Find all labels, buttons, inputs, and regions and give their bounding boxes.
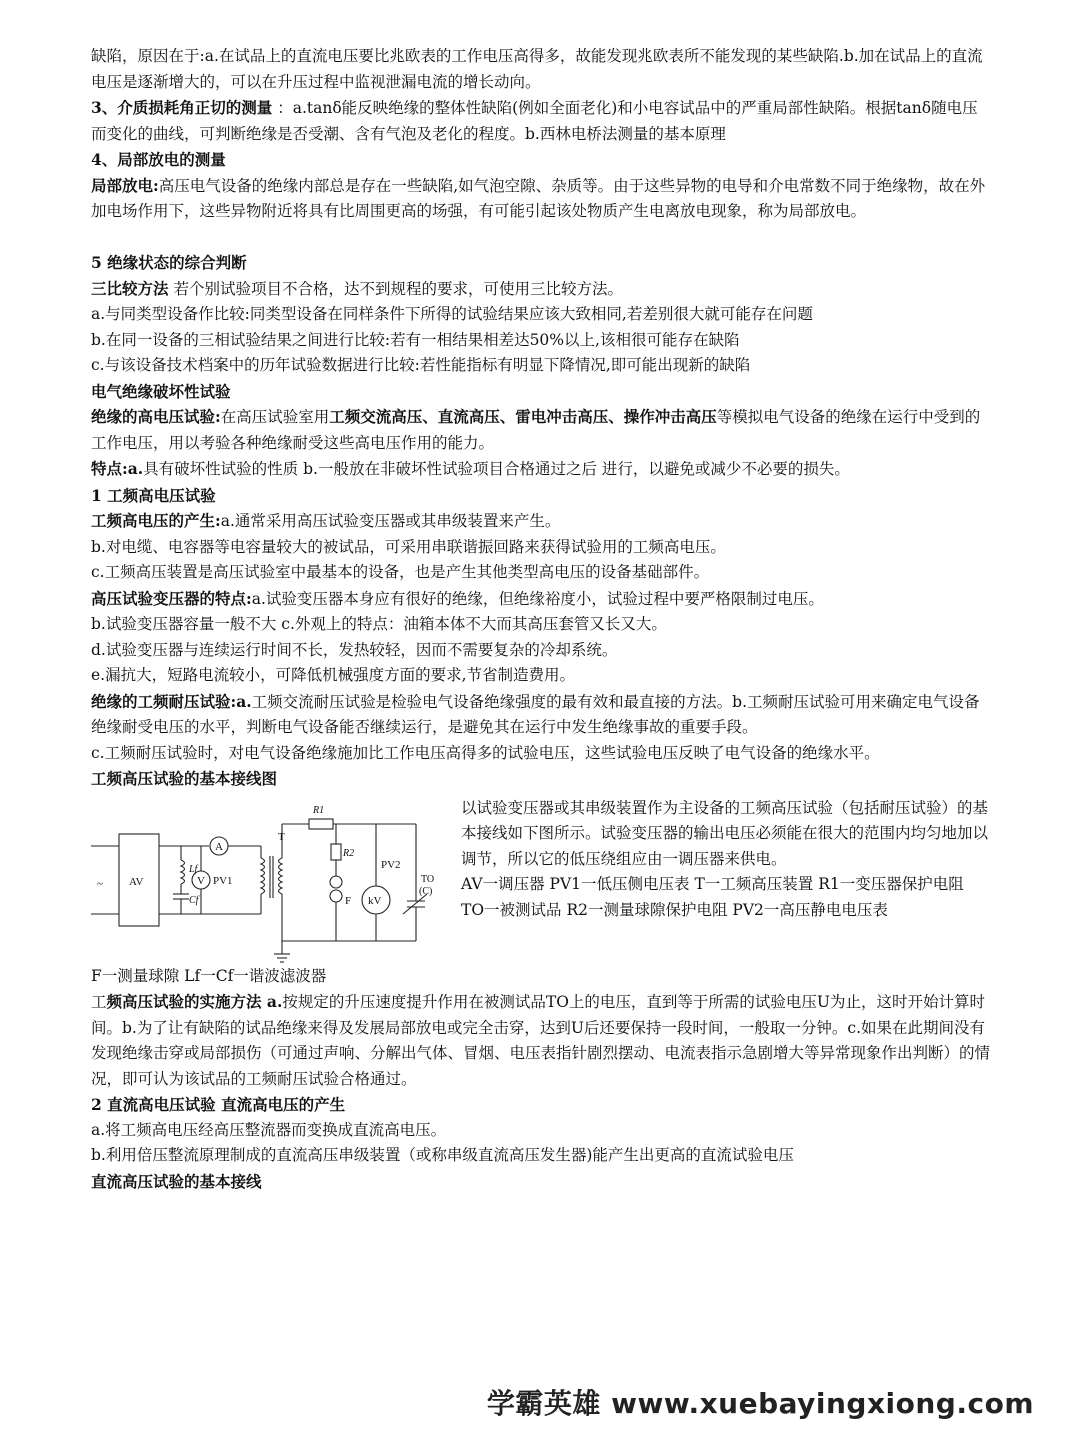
text: 具有破坏性试验的性质 b.一般放在非破坏性试验项目合格通过之后 进行，以避免或减少不必要的损失。 xyxy=(143,460,850,478)
term: 三比较方法 xyxy=(91,278,169,298)
list-item: e.漏抗大，短路电流较小，可降低机械强度方面的要求,节省制造费用。 xyxy=(91,666,576,684)
paragraph-tan-delta xyxy=(91,95,991,147)
text: a.通常采用高压试验变压器或其串级装置来产生。 xyxy=(220,512,561,530)
paragraph-dc-leakage: 缺陷，原因在于:a.在试品上的直流电压要比兆欧表的工作电压高得多，故能发现兆欧表所不能发现的某些缺陷.b.加在试品上的直流电压是逐渐增大的，可以在升压过程中监视泄漏电流的增长动向。 xyxy=(91,47,983,91)
paragraph-partial-discharge xyxy=(91,173,991,225)
term: 特点:a. xyxy=(91,459,144,478)
wiring-diagram xyxy=(91,796,451,964)
label-to: TO xyxy=(421,873,435,885)
term: 绝缘的高电压试验: xyxy=(91,407,221,426)
section-heading-dc: 2 直流高电压试验 直流高电压的产生 xyxy=(91,1095,346,1114)
label-v: V xyxy=(197,874,205,887)
list-item: a.与同类型设备作比较:同类型设备在同样条件下所得的试验结果应该大致相同,若差别很大就可能存在问题 xyxy=(91,305,813,323)
label-av: AV xyxy=(129,875,144,888)
label-cf: Cf xyxy=(189,894,199,906)
wiring-heading: 工频高压试验的基本接线图 xyxy=(91,769,278,788)
text: ：a.tanδ能反映绝缘的整体性缺陷(例如全面老化)和小电容试品中的严重局部性缺陷。根据tanδ随电压而变化的曲线，可判断绝缘是否受潮、含有气泡及老化的程度。b.西林电桥法测量的基本原理 xyxy=(91,99,978,143)
section-heading-power-frequency: 1 工频高电压试验 xyxy=(91,485,216,505)
text: 工 xyxy=(91,993,107,1011)
list-item: a.将工频高电压经高压整流器而变换成直流高电压。 xyxy=(91,1120,447,1139)
spacer xyxy=(91,225,991,251)
legend-continued: F一测量球隙 Lf一Cf一谐波滤波器 xyxy=(91,966,327,985)
label-pv1: PV1 xyxy=(213,874,233,887)
text: 工频交流耐压试验是检验电气设备绝缘强度的最有效和最直接的方法。b.工频耐压试验可用来确定电气设备绝缘耐受电压的水平，判断电气设备能否继续运行，是避免其在运行中发生绝缘事故的重要手段。 xyxy=(91,692,980,736)
list-item: d.试验变压器与连续运行时间不长，发热较轻，因而不需要复杂的冷却系统。 xyxy=(91,640,618,659)
list-item: b.在同一设备的三相试验结果之间进行比较:若有一相结果相差达50%以上,该相很可能存在缺陷 xyxy=(91,330,740,349)
dc-wiring-heading: 直流高压试验的基本接线 xyxy=(91,1171,262,1191)
label-r2: R2 xyxy=(343,847,355,859)
text: a.试验变压器本身应有很好的绝缘，但绝缘裕度小，试验过程中要严格限制过电压。 xyxy=(251,589,824,608)
text: 等模拟电气设备的绝缘在运行中受到的工作电压，用以考验各种绝缘耐受这些高电压作用的能力。 xyxy=(91,408,981,452)
ac-source-icon: ~ xyxy=(97,877,103,890)
list-item: b.试验变压器容量一般不大 c.外观上的特点：油箱本体不大而其高压套管又长又大。 xyxy=(91,615,667,633)
label-lf: Lf xyxy=(189,863,198,875)
text: 在高压试验室用 xyxy=(220,408,330,426)
figure-description xyxy=(461,796,991,924)
label-a: A xyxy=(215,840,223,853)
paragraph-features xyxy=(91,456,991,483)
term: 频高压试验的实施方法 a. xyxy=(106,992,283,1011)
section-heading-5: 5 绝缘状态的综合判断 xyxy=(91,253,247,272)
term: 工频高电压的产生: xyxy=(91,511,221,530)
term: 局部放电: xyxy=(91,175,159,195)
text: 高压电气设备的绝缘内部总是存在一些缺陷,如气泡空隙、杂质等。由于这些异物的电导和介电常数不同于绝缘物，故在外加电场作用下，这些异物附近将具有比周围更高的场强，有可能引起该处物质产生电离放电现象，称为局部放电。 xyxy=(91,176,986,220)
list-item: b.对电缆、电容器等电容量较大的被试品，可采用串联谐振回路来获得试验用的工频高电压。 xyxy=(91,537,726,556)
footer-watermark: 学霸英雄 www.xuebayingxiong.com xyxy=(486,1387,1034,1420)
label-f: F xyxy=(345,894,352,907)
label-c: (C) xyxy=(419,885,433,897)
document-page xyxy=(91,44,991,1194)
label-kv: kV xyxy=(368,894,382,907)
text: 若个别试验项目不合格，达不到规程的要求，可使用三比较方法。 xyxy=(173,279,623,298)
paragraph-withstand xyxy=(91,689,991,741)
figure-row xyxy=(91,796,991,964)
bold-text: 工频交流高压、直流高压、雷电冲击高压、操作冲击高压 xyxy=(329,407,717,426)
list-item: c.工频高压装置是高压试验室中最基本的设备，也是产生其他类型高电压的设备基础部件。 xyxy=(91,563,710,581)
section-heading-3: 3、介质损耗角正切的测量 xyxy=(91,98,273,117)
list-item: b.利用倍压整流原理制成的直流高压串级装置（或称串级直流高压发生器)能产生出更高的直流试验电压 xyxy=(91,1146,794,1164)
label-t: T xyxy=(278,830,285,843)
section-heading-destructive: 电气绝缘破坏性试验 xyxy=(91,381,231,401)
legend-text: AV一调压器 PV1一低压侧电压表 T一工频高压装置 R1一变压器保护电阻 TO一被测试品 R2一测量球隙保护电阻 PV2一高压静电电压表 xyxy=(461,875,964,919)
paragraph-transformer xyxy=(91,586,991,613)
section-heading-4: 4、局部放电的测量 xyxy=(91,150,226,169)
term: 高压试验变压器的特点: xyxy=(91,588,252,608)
paragraph-pf-generation xyxy=(91,508,991,535)
label-pv2: PV2 xyxy=(381,858,401,871)
list-item: c.工频耐压试验时，对电气设备绝缘施加比工作电压高得多的试验电压，这些试验电压反映了电气设备的绝缘水平。 xyxy=(91,743,880,762)
list-item: c.与该设备技术档案中的历年试验数据进行比较:若性能指标有明显下降情况,即可能出现新的缺陷 xyxy=(91,356,751,374)
paragraph-implementation xyxy=(91,989,991,1092)
paragraph-three-comparison xyxy=(91,276,991,303)
wiring-text: 以试验变压器或其串级装置作为主设备的工频高压试验（包括耐压试验）的基本接线如下图所示。试验变压器的输出电压必须能在很大的范围内均匀地加以调节，所以它的低压绕组应由一调压器来供电。 xyxy=(461,798,989,868)
paragraph-hv-test xyxy=(91,404,991,456)
text: 按规定的升压速度提升作用在被测试品TO上的电压，直到等于所需的试验电压U为止，这时开始计算时间。b.为了让有缺陷的试品绝缘来得及发展局部放电或完全击穿，达到U后还要保持一段时间，一般取一分钟。c.如果在此期间没有发现绝缘击穿或局部损伤（可通过声响、分解出气体、冒烟、电压表指针剧烈摆动、电流表指示急剧增大等异常现象作出判断）的情况，即可认为该试品的工频耐压试验合格通过。 xyxy=(91,993,991,1088)
label-r1: R1 xyxy=(313,804,325,816)
term: 绝缘的工频耐压试验:a. xyxy=(91,691,252,711)
